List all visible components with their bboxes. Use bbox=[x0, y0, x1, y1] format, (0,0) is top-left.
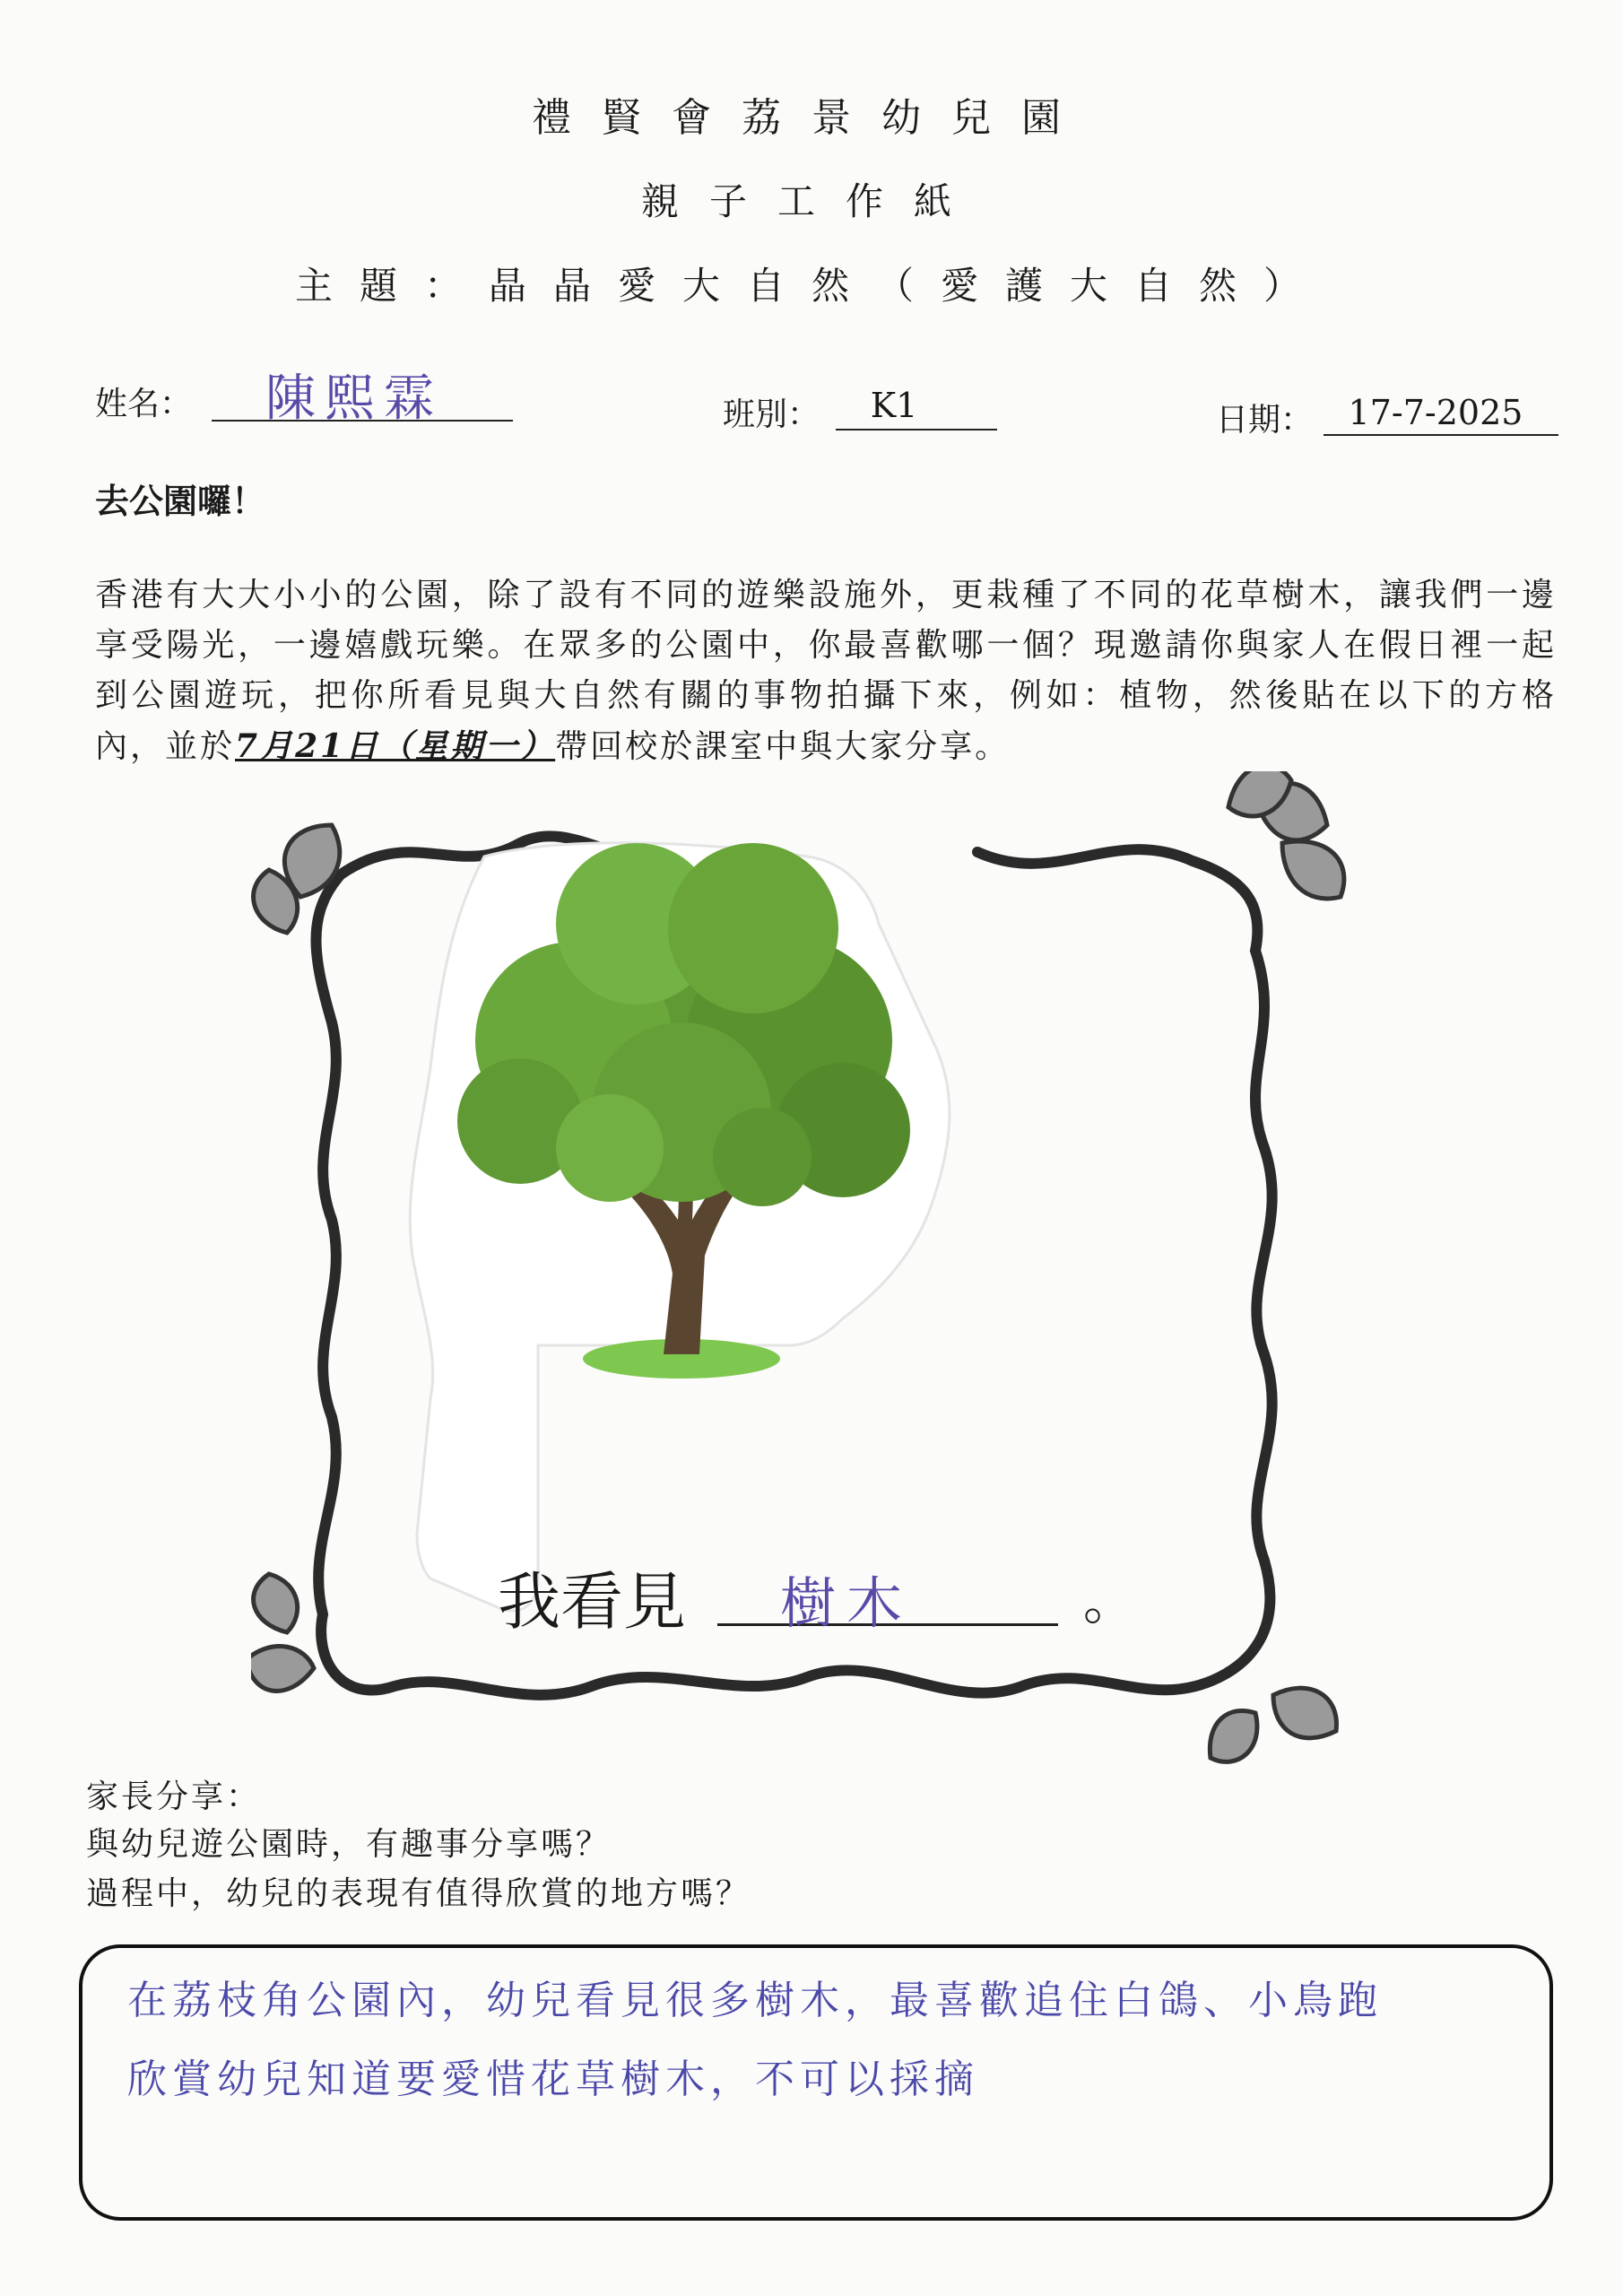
leaf-ornament-bottom-left bbox=[251, 1574, 314, 1691]
leaf-ornament-top-left bbox=[254, 825, 340, 933]
intro-text-before: 香港有大大小小的公園，除了設有不同的遊樂設施外，更栽種了不同的花草樹木，讓我們一邊享受陽光，一邊嬉戲玩樂。在眾多的公園中，你最喜歡哪一個？現邀請你與家人在假日裡一起到公園遊玩，把你所看見與大自然有關的事物拍攝下來，例如：植物，然後貼在以下的方格內，並於 bbox=[95, 577, 1557, 765]
parent-answer-line-1: 在荔枝角公園內，幼兒看見很多樹木，最喜歡追住白鴿、小鳥跑 bbox=[127, 1978, 1383, 2023]
parent-answer-line-2: 欣賞幼兒知道要愛惜花草樹木，不可以採摘 bbox=[127, 2057, 979, 2102]
class-label: 班別： bbox=[723, 396, 820, 433]
return-date: 7月21日（星期一） bbox=[235, 727, 556, 765]
date-field[interactable] bbox=[1324, 389, 1558, 436]
parent-question-1: 與幼兒遊公園時，有趣事分享嗎？ bbox=[86, 1826, 612, 1863]
parent-answer-box[interactable] bbox=[79, 1944, 1553, 2221]
worksheet-title: 親子工作紙 bbox=[640, 179, 982, 223]
see-answer: 樹木 bbox=[780, 1570, 914, 1636]
see-period: 。 bbox=[1083, 1570, 1136, 1631]
parent-question-2: 過程中，幼兒的表現有值得欣賞的地方嗎？ bbox=[86, 1875, 751, 1912]
date-label: 日期： bbox=[1216, 402, 1314, 439]
date-value: 17-7-2025 bbox=[1348, 393, 1523, 432]
parent-label: 家長分享： bbox=[86, 1779, 262, 1815]
leaf-ornament-bottom-right bbox=[1210, 1688, 1336, 1761]
intro-text-after: 帶回校於課室中與大家分享。 bbox=[555, 728, 1011, 765]
intro-paragraph bbox=[95, 570, 1557, 772]
name-field[interactable] bbox=[212, 370, 513, 428]
theme-title: 主題：晶晶愛大自然（愛護大自然） bbox=[294, 264, 1328, 308]
class-value: K1 bbox=[870, 386, 918, 425]
school-name: 禮賢會荔景幼兒園 bbox=[532, 95, 1091, 141]
name-label: 姓名： bbox=[95, 386, 193, 422]
section-title: 去公園囉！ bbox=[95, 481, 266, 521]
see-prompt: 我看見 bbox=[498, 1565, 686, 1639]
class-field[interactable] bbox=[836, 384, 997, 430]
leaf-ornament-top-right bbox=[1228, 771, 1344, 899]
name-value: 陳熙霖 bbox=[265, 370, 443, 428]
